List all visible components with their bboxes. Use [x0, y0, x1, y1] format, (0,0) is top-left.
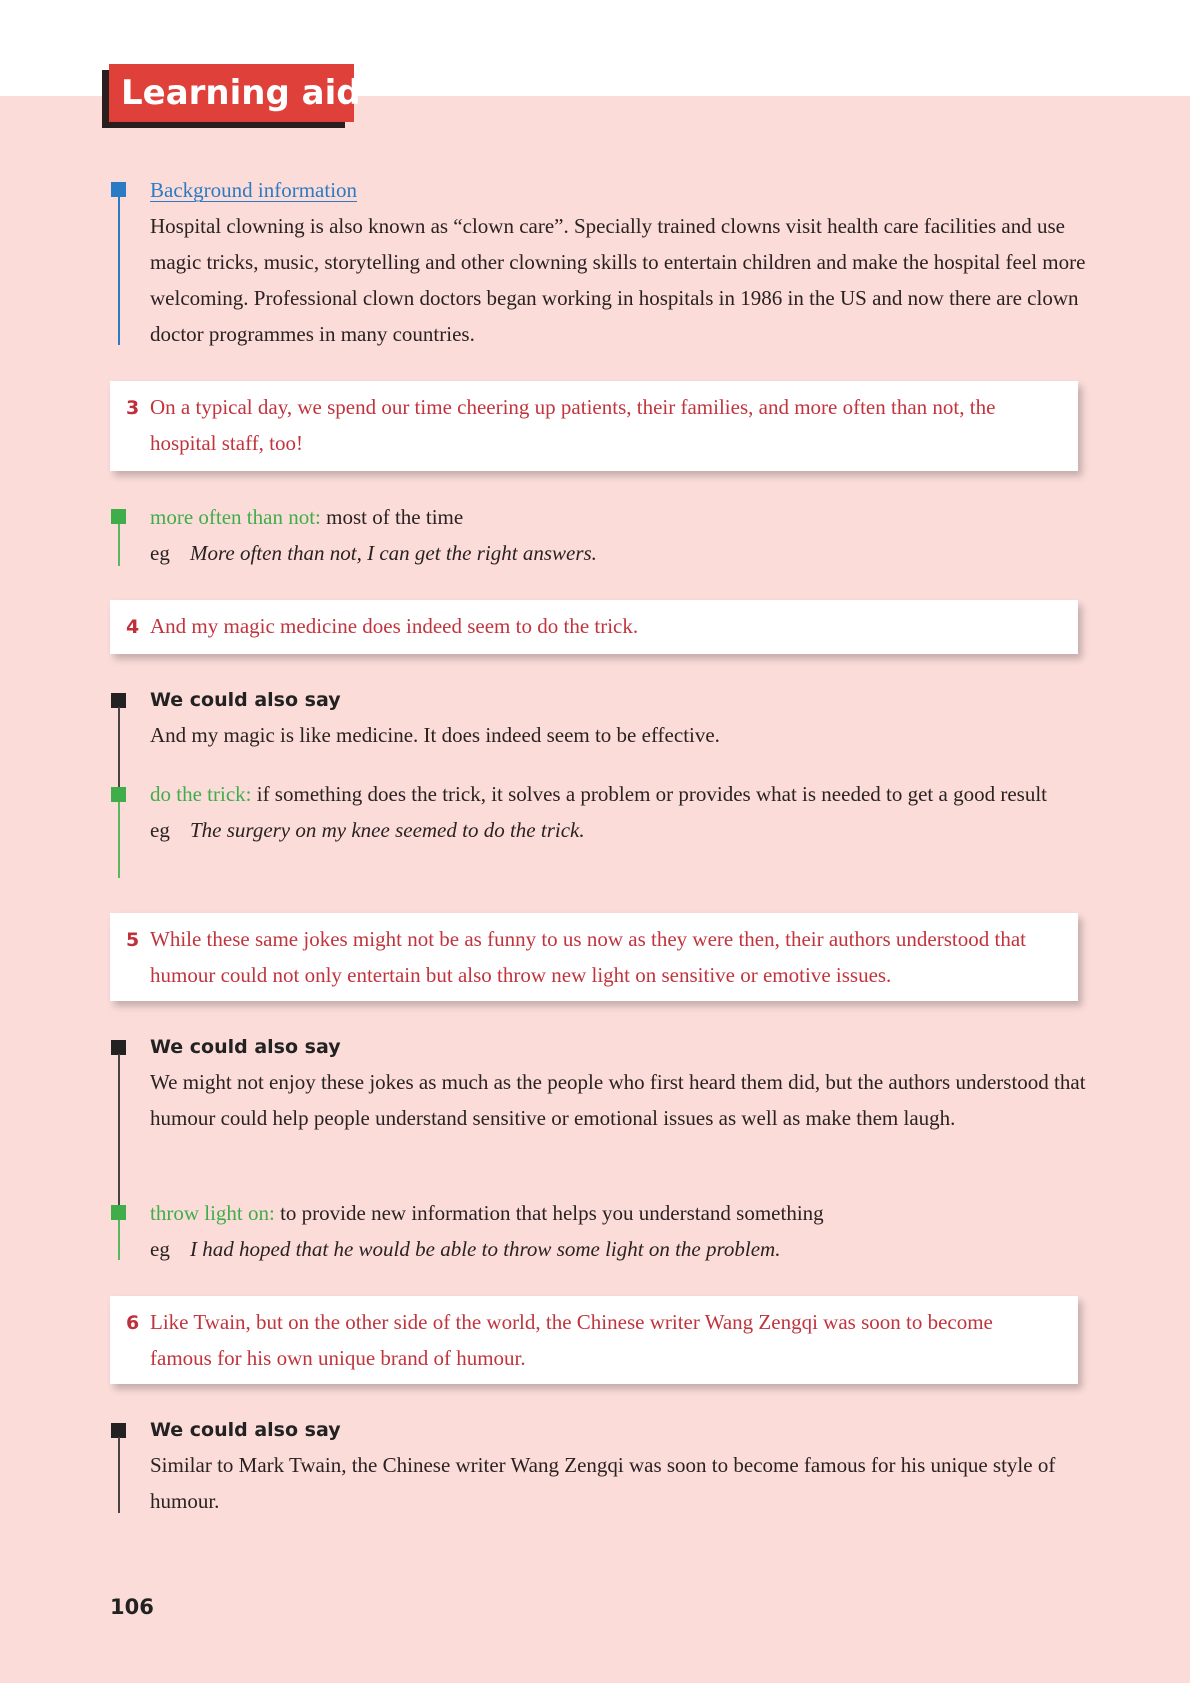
could-say-marker-icon	[111, 1040, 126, 1055]
quote-number: 6	[126, 1312, 140, 1334]
example-sentence: I had hoped that he would be able to throw some light on the problem.	[190, 1237, 781, 1261]
background-section	[150, 172, 1090, 352]
eg-label: eg	[150, 818, 170, 842]
could-say-marker-icon	[111, 693, 126, 708]
could-say-rule	[118, 1054, 120, 1216]
could-say-rule	[118, 1437, 120, 1513]
quote-number: 5	[126, 929, 140, 951]
page-number: 106	[110, 1595, 154, 1619]
quote-card	[110, 600, 1078, 654]
quote-card	[110, 1296, 1078, 1384]
phrase-definition: most of the time	[320, 505, 464, 529]
phrase-term: do the trick:	[150, 782, 252, 806]
phrase-term: more often than not:	[150, 505, 321, 529]
phrase-entry	[150, 499, 1090, 571]
could-say-heading: We could also say	[150, 1419, 341, 1441]
phrase-definition-line	[150, 499, 1090, 535]
could-say-text: We might not enjoy these jokes as much as the people who first heard them did, but the authors understood that humour could help people understand sensitive or emotional issues as well as make them laugh.	[150, 1070, 1086, 1130]
example-row	[150, 535, 1090, 571]
could-say-heading: We could also say	[150, 1036, 341, 1058]
example-row	[150, 812, 1090, 848]
quote-text: Like Twain, but on the other side of the world, the Chinese writer Wang Zengqi was soon to become famous for his own unique brand of humour.	[150, 1310, 993, 1370]
phrase-marker-icon	[111, 1205, 126, 1220]
eg-label: eg	[150, 541, 170, 565]
background-rule	[118, 197, 120, 345]
phrase-entry	[150, 776, 1090, 848]
could-say-marker-icon	[111, 1423, 126, 1438]
could-say-section	[150, 1413, 1090, 1519]
phrase-term: throw light on:	[150, 1201, 275, 1225]
phrase-rule	[118, 802, 120, 878]
quote-number: 3	[126, 397, 140, 419]
quote-card	[110, 913, 1078, 1001]
example-sentence: More often than not, I can get the right answers.	[190, 541, 597, 565]
background-marker-icon	[111, 182, 126, 197]
could-say-text: And my magic is like medicine. It does indeed seem to be effective.	[150, 723, 720, 747]
phrase-rule	[118, 1220, 120, 1260]
quote-text: While these same jokes might not be as funny to us now as they were then, their authors understood that humour could not only entertain but also throw new light on sensitive or emotive issues.	[150, 927, 1026, 987]
background-text: Hospital clowning is also known as “clown care”. Specially trained clowns visit health care facilities and use magic tricks, music, storytelling and other clowning skills to entertain children and make the hospital feel more welcoming. Professional clown doctors began working in hospitals in 1986 in the US and now there are clown doctor programmes in many countries.	[150, 214, 1086, 346]
example-sentence: The surgery on my knee seemed to do the trick.	[190, 818, 585, 842]
page-title: Learning aid	[109, 64, 354, 122]
could-say-section	[150, 683, 1090, 753]
phrase-definition: to provide new information that helps you understand something	[274, 1201, 824, 1225]
could-say-heading: We could also say	[150, 689, 341, 711]
eg-label: eg	[150, 1237, 170, 1261]
phrase-definition: if something does the trick, it solves a problem or provides what is needed to get a good result	[251, 782, 1047, 806]
quote-card	[110, 381, 1078, 471]
quote-number: 4	[126, 616, 140, 638]
phrase-definition-line	[150, 776, 1090, 812]
background-heading: Background information	[150, 178, 358, 202]
could-say-section	[150, 1030, 1090, 1136]
could-say-rule	[118, 707, 120, 787]
phrase-marker-icon	[111, 787, 126, 802]
could-say-text: Similar to Mark Twain, the Chinese writer Wang Zengqi was soon to become famous for his unique style of humour.	[150, 1453, 1056, 1513]
phrase-marker-icon	[111, 509, 126, 524]
quote-text: And my magic medicine does indeed seem to do the trick.	[150, 614, 639, 638]
phrase-entry	[150, 1195, 1090, 1267]
quote-text: On a typical day, we spend our time cheering up patients, their families, and more often than not, the hospital staff, too!	[150, 395, 996, 455]
phrase-rule	[118, 524, 120, 566]
example-row	[150, 1231, 1090, 1267]
phrase-definition-line	[150, 1195, 1090, 1231]
